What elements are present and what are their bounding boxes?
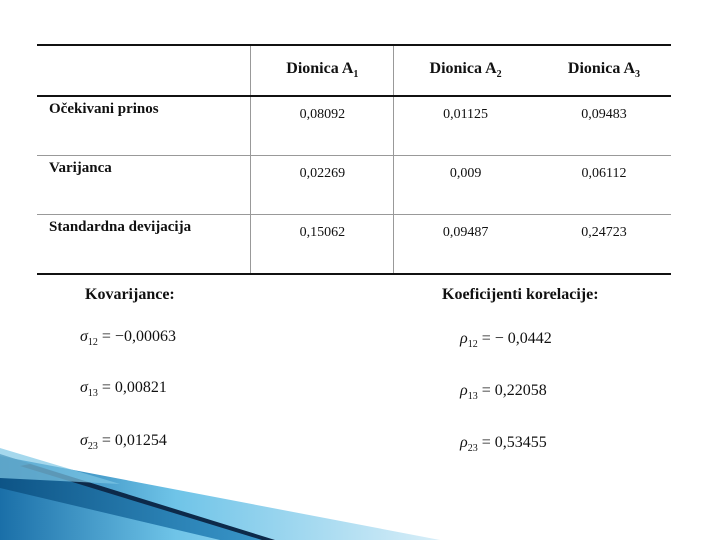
table-cell: 0,15062	[251, 215, 394, 275]
statistics-table	[37, 44, 671, 275]
header-stock-a3: Dionica $A_3$	[567, 60, 641, 81]
table-cell: 0,06112	[537, 156, 671, 215]
row-label: Varijanca	[37, 156, 251, 215]
table-cell: 0,08092	[251, 96, 394, 156]
correlation-formula-23: $\rho_{23} = 0,53455$	[460, 434, 547, 455]
table-cell: 0,01125	[443, 107, 489, 122]
covariance-formula-13: $\sigma_{13} = 0,00821$	[80, 379, 167, 400]
table-row-std-deviation	[37, 215, 671, 275]
header-stock-a1: Dionica $A_1$	[251, 45, 394, 96]
table-cell: 0,24723	[537, 215, 671, 275]
covariance-formula-23: $\sigma_{23} = 0,01254$	[80, 432, 167, 453]
table-cell: 0,09487	[394, 215, 537, 275]
table-row-variance	[37, 156, 671, 215]
header-empty-cell	[37, 45, 251, 96]
correlation-formula-13: $\rho_{13} = 0,22058$	[460, 382, 547, 403]
decorative-swoosh	[0, 448, 440, 540]
table-header-row	[37, 45, 671, 96]
row-label: Standardna devijacija	[37, 215, 251, 275]
table-cell: 0,09483	[581, 107, 627, 122]
correlations-title: Koeficijenti korelacije:	[442, 286, 599, 303]
header-stock-a2: Dionica $A_2$	[429, 60, 502, 81]
table-cell: 0,009	[394, 156, 537, 215]
covariance-formula-12: $\sigma_{12} = -0,00063$	[80, 328, 176, 349]
table-cell: 0,02269	[251, 156, 394, 215]
row-label: Očekivani prinos	[37, 96, 251, 156]
covariances-title: Kovarijance:	[85, 286, 175, 303]
table-row-expected-return	[37, 96, 671, 156]
correlation-formula-12: $\rho_{12}$ = − 0,0442	[460, 330, 552, 351]
